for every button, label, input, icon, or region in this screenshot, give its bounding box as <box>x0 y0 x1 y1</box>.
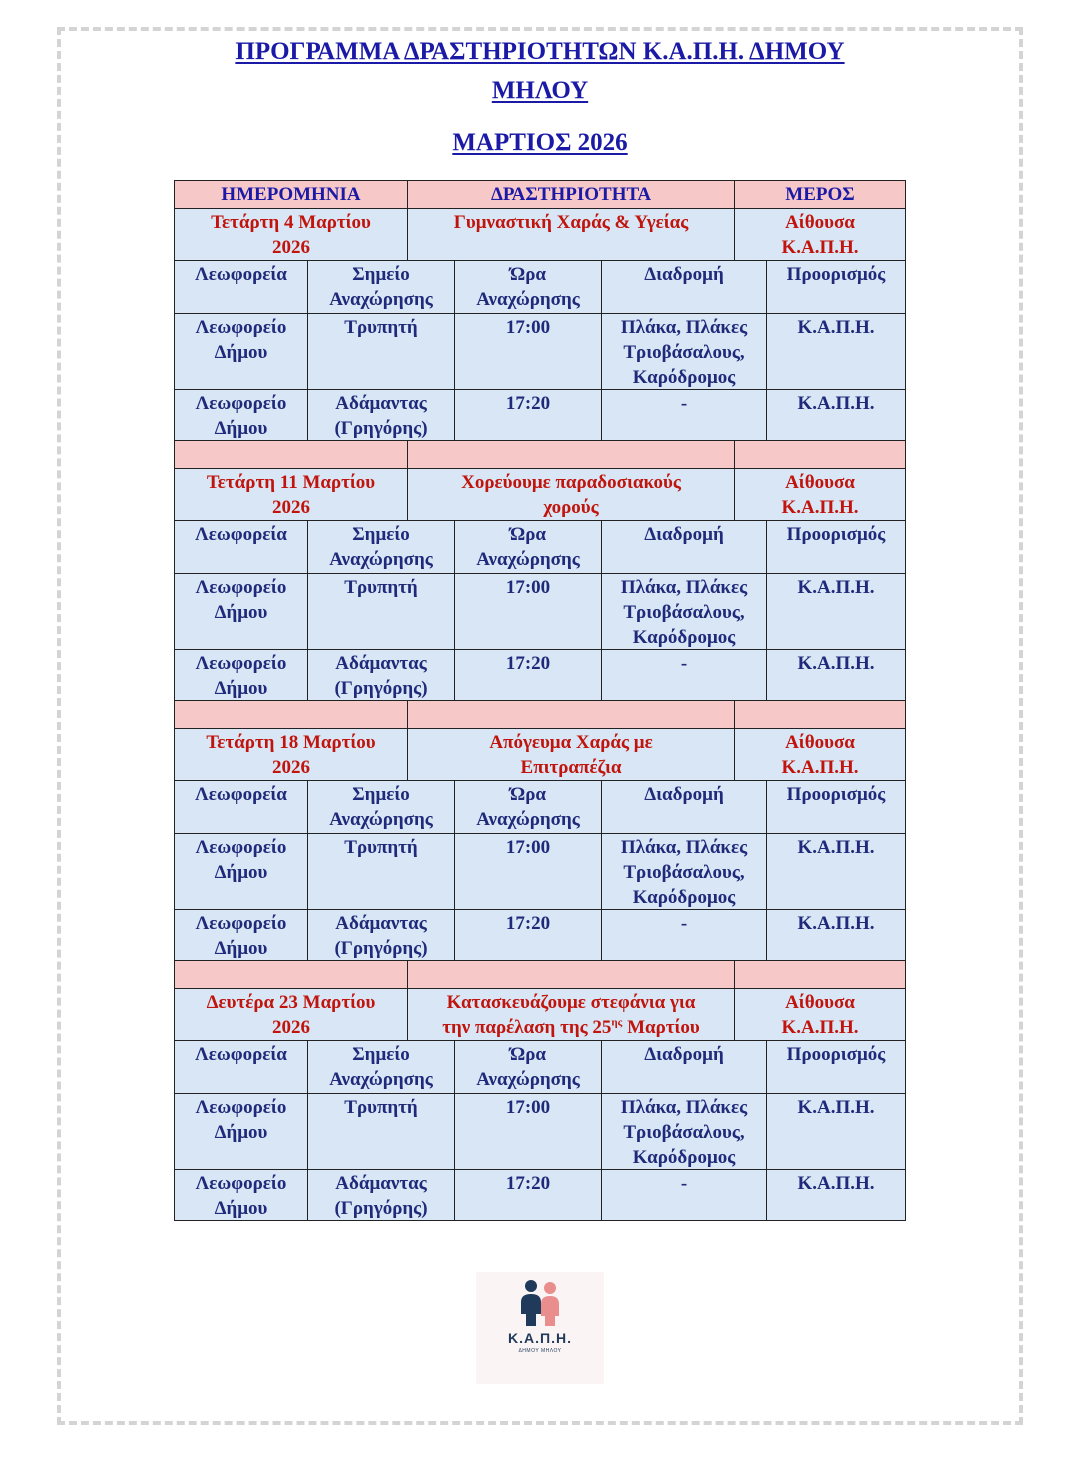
bus-name <box>174 389 308 441</box>
document-title: ΠΡΟΓΡΑΜΜΑ ΔΡΑΣΤΗΡΙΟΤΗΤΩΝ Κ.Α.Π.Η. ΔΗΜΟΥ <box>235 38 845 65</box>
route <box>601 1169 767 1221</box>
event-activity <box>407 728 735 781</box>
destination: Κ.Α.Π.Η. <box>766 649 906 701</box>
transport-header-row <box>174 261 907 314</box>
departure-time: 17:00 <box>454 573 602 650</box>
cell-line: Χορεύουμε παραδοσιακούς <box>461 472 681 493</box>
event-activity <box>407 988 735 1041</box>
event-row <box>174 209 907 261</box>
bus-row <box>174 574 907 650</box>
cell-line: Λεωφορείο <box>195 653 287 674</box>
cell-line: 2026 <box>272 1017 310 1038</box>
cell-line: Λεωφορείο <box>195 913 287 934</box>
schedule-table <box>174 181 907 1221</box>
bus-name <box>174 649 308 701</box>
cell-line: Κατασκευάζουμε στεφάνια για <box>446 992 696 1013</box>
event-activity <box>407 468 735 521</box>
cell-line: Αναχώρησης <box>329 809 433 830</box>
bus-name <box>174 833 308 910</box>
spacer-cell <box>734 700 906 729</box>
cell-line: Αίθουσα <box>785 732 855 753</box>
cell-line: Αναχώρησης <box>476 809 580 830</box>
route <box>601 909 767 961</box>
cell-line: Τριοβάσαλους, <box>623 602 745 623</box>
cell-line: Επιτραπέζια <box>520 757 622 778</box>
col-destination: Προορισμός <box>766 1040 906 1094</box>
cell-line: Πλάκα, Πλάκες <box>620 317 748 338</box>
cell-line: Αναχώρησης <box>476 549 580 570</box>
header-date: ΗΜΕΡΟΜΗΝΙΑ <box>174 180 408 209</box>
event-date <box>174 988 408 1041</box>
cell-line: Καρόδρομος <box>632 887 736 908</box>
cell-line: Κ.Α.Π.Η. <box>781 757 859 778</box>
cell-line: Λεωφορείο <box>195 577 287 598</box>
col-stop <box>307 260 455 314</box>
activity-text: την παρέλαση της 25 <box>442 1017 612 1038</box>
departure-time: 17:20 <box>454 649 602 701</box>
logo-text: Κ.Α.Π.Η. <box>508 1330 572 1346</box>
logo-subtext: ΔΗΜΟΥ ΜΗΛΟΥ <box>518 1348 562 1354</box>
cell-line: Τρυπητή <box>344 837 418 858</box>
cell-line: Τρυπητή <box>344 1097 418 1118</box>
destination: Κ.Α.Π.Η. <box>766 909 906 961</box>
cell-line: Τρυπητή <box>344 577 418 598</box>
col-route: Διαδρομή <box>601 520 767 574</box>
cell-line: Αίθουσα <box>785 212 855 233</box>
bus-row <box>174 1170 907 1221</box>
departure-time: 17:00 <box>454 1093 602 1170</box>
transport-header-row <box>174 781 907 834</box>
event-row <box>174 729 907 781</box>
event-place <box>734 728 906 781</box>
bus-row <box>174 1094 907 1170</box>
cell-line: Αδάμαντας <box>335 393 427 414</box>
route <box>601 649 767 701</box>
cell-line: 2026 <box>272 497 310 518</box>
destination: Κ.Α.Π.Η. <box>766 1169 906 1221</box>
table-header-row <box>174 181 907 209</box>
departure-time: 17:20 <box>454 1169 602 1221</box>
header-place: ΜΕΡΟΣ <box>734 180 906 209</box>
col-time <box>454 520 602 574</box>
cell-line: Ώρα <box>510 524 546 545</box>
cell-line: Τετάρτη 4 Μαρτίου <box>211 212 371 233</box>
event-date <box>174 728 408 781</box>
departure-point <box>307 313 455 390</box>
col-route: Διαδρομή <box>601 780 767 834</box>
col-time <box>454 780 602 834</box>
col-stop <box>307 1040 455 1094</box>
bus-row <box>174 834 907 910</box>
cell-line: Αναχώρησης <box>329 1069 433 1090</box>
departure-point <box>307 833 455 910</box>
cell-line: Κ.Α.Π.Η. <box>781 497 859 518</box>
spacer-cell <box>734 960 906 989</box>
cell-line: - <box>680 393 688 414</box>
cell-line: Δήμου <box>214 678 268 699</box>
cell-line: Σημείο <box>352 264 410 285</box>
cell-line: Αίθουσα <box>785 992 855 1013</box>
cell-line: (Γρηγόρης) <box>334 678 428 699</box>
cell-line: Δήμου <box>214 418 268 439</box>
cell-line: Ώρα <box>510 784 546 805</box>
cell-line: Πλάκα, Πλάκες <box>620 837 748 858</box>
cell-line: Λεωφορείο <box>195 837 287 858</box>
cell-line: Αναχώρησης <box>476 289 580 310</box>
col-buses: Λεωφορεία <box>174 780 308 834</box>
cell-line: Δευτέρα 23 Μαρτίου <box>206 992 376 1013</box>
cell-line: Τετάρτη 11 Μαρτίου <box>206 472 376 493</box>
cell-line: Ώρα <box>510 1044 546 1065</box>
col-destination: Προορισμός <box>766 520 906 574</box>
spacer-row <box>174 441 907 469</box>
spacer-row <box>174 961 907 989</box>
event-place <box>734 468 906 521</box>
cell-line: Δήμου <box>214 342 268 363</box>
people-logo-icon <box>476 1272 604 1332</box>
cell-line: Δήμου <box>214 862 268 883</box>
col-buses: Λεωφορεία <box>174 1040 308 1094</box>
route <box>601 833 767 910</box>
col-route: Διαδρομή <box>601 260 767 314</box>
cell-line: Δήμου <box>214 1198 268 1219</box>
spacer-cell <box>407 440 735 469</box>
cell-line: Τριοβάσαλους, <box>623 862 745 883</box>
route <box>601 573 767 650</box>
cell-line: (Γρηγόρης) <box>334 418 428 439</box>
departure-point <box>307 909 455 961</box>
bus-name <box>174 573 308 650</box>
col-stop <box>307 780 455 834</box>
cell-line: Δήμου <box>214 1122 268 1143</box>
cell-line: Καρόδρομος <box>632 1147 736 1168</box>
kapi-logo <box>476 1272 604 1384</box>
cell-line: χορούς <box>543 497 599 518</box>
departure-point <box>307 573 455 650</box>
bus-name <box>174 1169 308 1221</box>
bus-row <box>174 910 907 961</box>
cell-line: Δήμου <box>214 938 268 959</box>
event-place <box>734 988 906 1041</box>
col-time <box>454 260 602 314</box>
cell-line: Σημείο <box>352 524 410 545</box>
event-date <box>174 468 408 521</box>
destination: Κ.Α.Π.Η. <box>766 573 906 650</box>
bus-name <box>174 909 308 961</box>
cell-line: 2026 <box>272 237 310 258</box>
cell-line: Σημείο <box>352 784 410 805</box>
bus-row <box>174 390 907 441</box>
cell-line: (Γρηγόρης) <box>334 1198 428 1219</box>
month-title: ΜΑΡΤΙΟΣ 2026 <box>452 129 628 156</box>
transport-header-row <box>174 521 907 574</box>
event-row <box>174 989 907 1041</box>
cell-line: - <box>680 653 688 674</box>
cell-line: (Γρηγόρης) <box>334 938 428 959</box>
departure-point <box>307 1169 455 1221</box>
document-title-line2: ΜΗΛΟΥ <box>491 77 589 104</box>
event-activity <box>407 208 735 261</box>
destination: Κ.Α.Π.Η. <box>766 833 906 910</box>
departure-time: 17:00 <box>454 313 602 390</box>
bus-name <box>174 1093 308 1170</box>
col-time <box>454 1040 602 1094</box>
ordinal-suffix: ης <box>611 1016 623 1029</box>
spacer-cell <box>174 700 408 729</box>
cell-line: Λεωφορείο <box>195 1097 287 1118</box>
bus-row <box>174 314 907 390</box>
cell-line: Καρόδρομος <box>632 367 736 388</box>
cell-line: Καρόδρομος <box>632 627 736 648</box>
departure-time: 17:00 <box>454 833 602 910</box>
col-stop <box>307 520 455 574</box>
col-buses: Λεωφορεία <box>174 520 308 574</box>
event-place <box>734 208 906 261</box>
cell-line: Αίθουσα <box>785 472 855 493</box>
route <box>601 313 767 390</box>
cell-line: Αδάμαντας <box>335 1173 427 1194</box>
activity-text: Μαρτίου <box>622 1017 700 1038</box>
spacer-row <box>174 701 907 729</box>
cell-line: Αναχώρησης <box>476 1069 580 1090</box>
cell-line: Απόγευμα Χαράς με <box>489 732 653 753</box>
cell-line: Αναχώρησης <box>329 289 433 310</box>
departure-point <box>307 649 455 701</box>
cell-line: Λεωφορείο <box>195 1173 287 1194</box>
cell-line: Πλάκα, Πλάκες <box>620 577 748 598</box>
departure-point <box>307 389 455 441</box>
cell-line: Κ.Α.Π.Η. <box>781 1017 859 1038</box>
cell-line: Τετάρτη 18 Μαρτίου <box>206 732 376 753</box>
event-row <box>174 469 907 521</box>
route <box>601 389 767 441</box>
departure-time: 17:20 <box>454 909 602 961</box>
destination: Κ.Α.Π.Η. <box>766 389 906 441</box>
transport-header-row <box>174 1041 907 1094</box>
cell-line: Τριοβάσαλους, <box>623 342 745 363</box>
cell-line: Πλάκα, Πλάκες <box>620 1097 748 1118</box>
spacer-cell <box>407 700 735 729</box>
event-date <box>174 208 408 261</box>
cell-line: Τρυπητή <box>344 317 418 338</box>
cell-line: Αδάμαντας <box>335 913 427 934</box>
cell-line: Γυμναστική Χαράς & Υγείας <box>453 212 689 233</box>
spacer-cell <box>174 440 408 469</box>
col-buses: Λεωφορεία <box>174 260 308 314</box>
cell-line: Δήμου <box>214 602 268 623</box>
cell-line: - <box>680 1173 688 1194</box>
departure-point <box>307 1093 455 1170</box>
cell-line: Κ.Α.Π.Η. <box>781 237 859 258</box>
cell-line: Ώρα <box>510 264 546 285</box>
bus-name <box>174 313 308 390</box>
bus-row <box>174 650 907 701</box>
header-activity: ΔΡΑΣΤΗΡΙΟΤΗΤΑ <box>407 180 735 209</box>
spacer-cell <box>174 960 408 989</box>
spacer-cell <box>407 960 735 989</box>
cell-line: Σημείο <box>352 1044 410 1065</box>
cell-line: Λεωφορείο <box>195 317 287 338</box>
cell-line: Λεωφορείο <box>195 393 287 414</box>
departure-time: 17:20 <box>454 389 602 441</box>
cell-line: Αδάμαντας <box>335 653 427 674</box>
cell-line: Αναχώρησης <box>329 549 433 570</box>
col-destination: Προορισμός <box>766 780 906 834</box>
col-destination: Προορισμός <box>766 260 906 314</box>
destination: Κ.Α.Π.Η. <box>766 313 906 390</box>
cell-line <box>408 1015 734 1040</box>
cell-line: - <box>680 913 688 934</box>
route <box>601 1093 767 1170</box>
cell-line: Τριοβάσαλους, <box>623 1122 745 1143</box>
destination: Κ.Α.Π.Η. <box>766 1093 906 1170</box>
cell-line: 2026 <box>272 757 310 778</box>
spacer-cell <box>734 440 906 469</box>
col-route: Διαδρομή <box>601 1040 767 1094</box>
